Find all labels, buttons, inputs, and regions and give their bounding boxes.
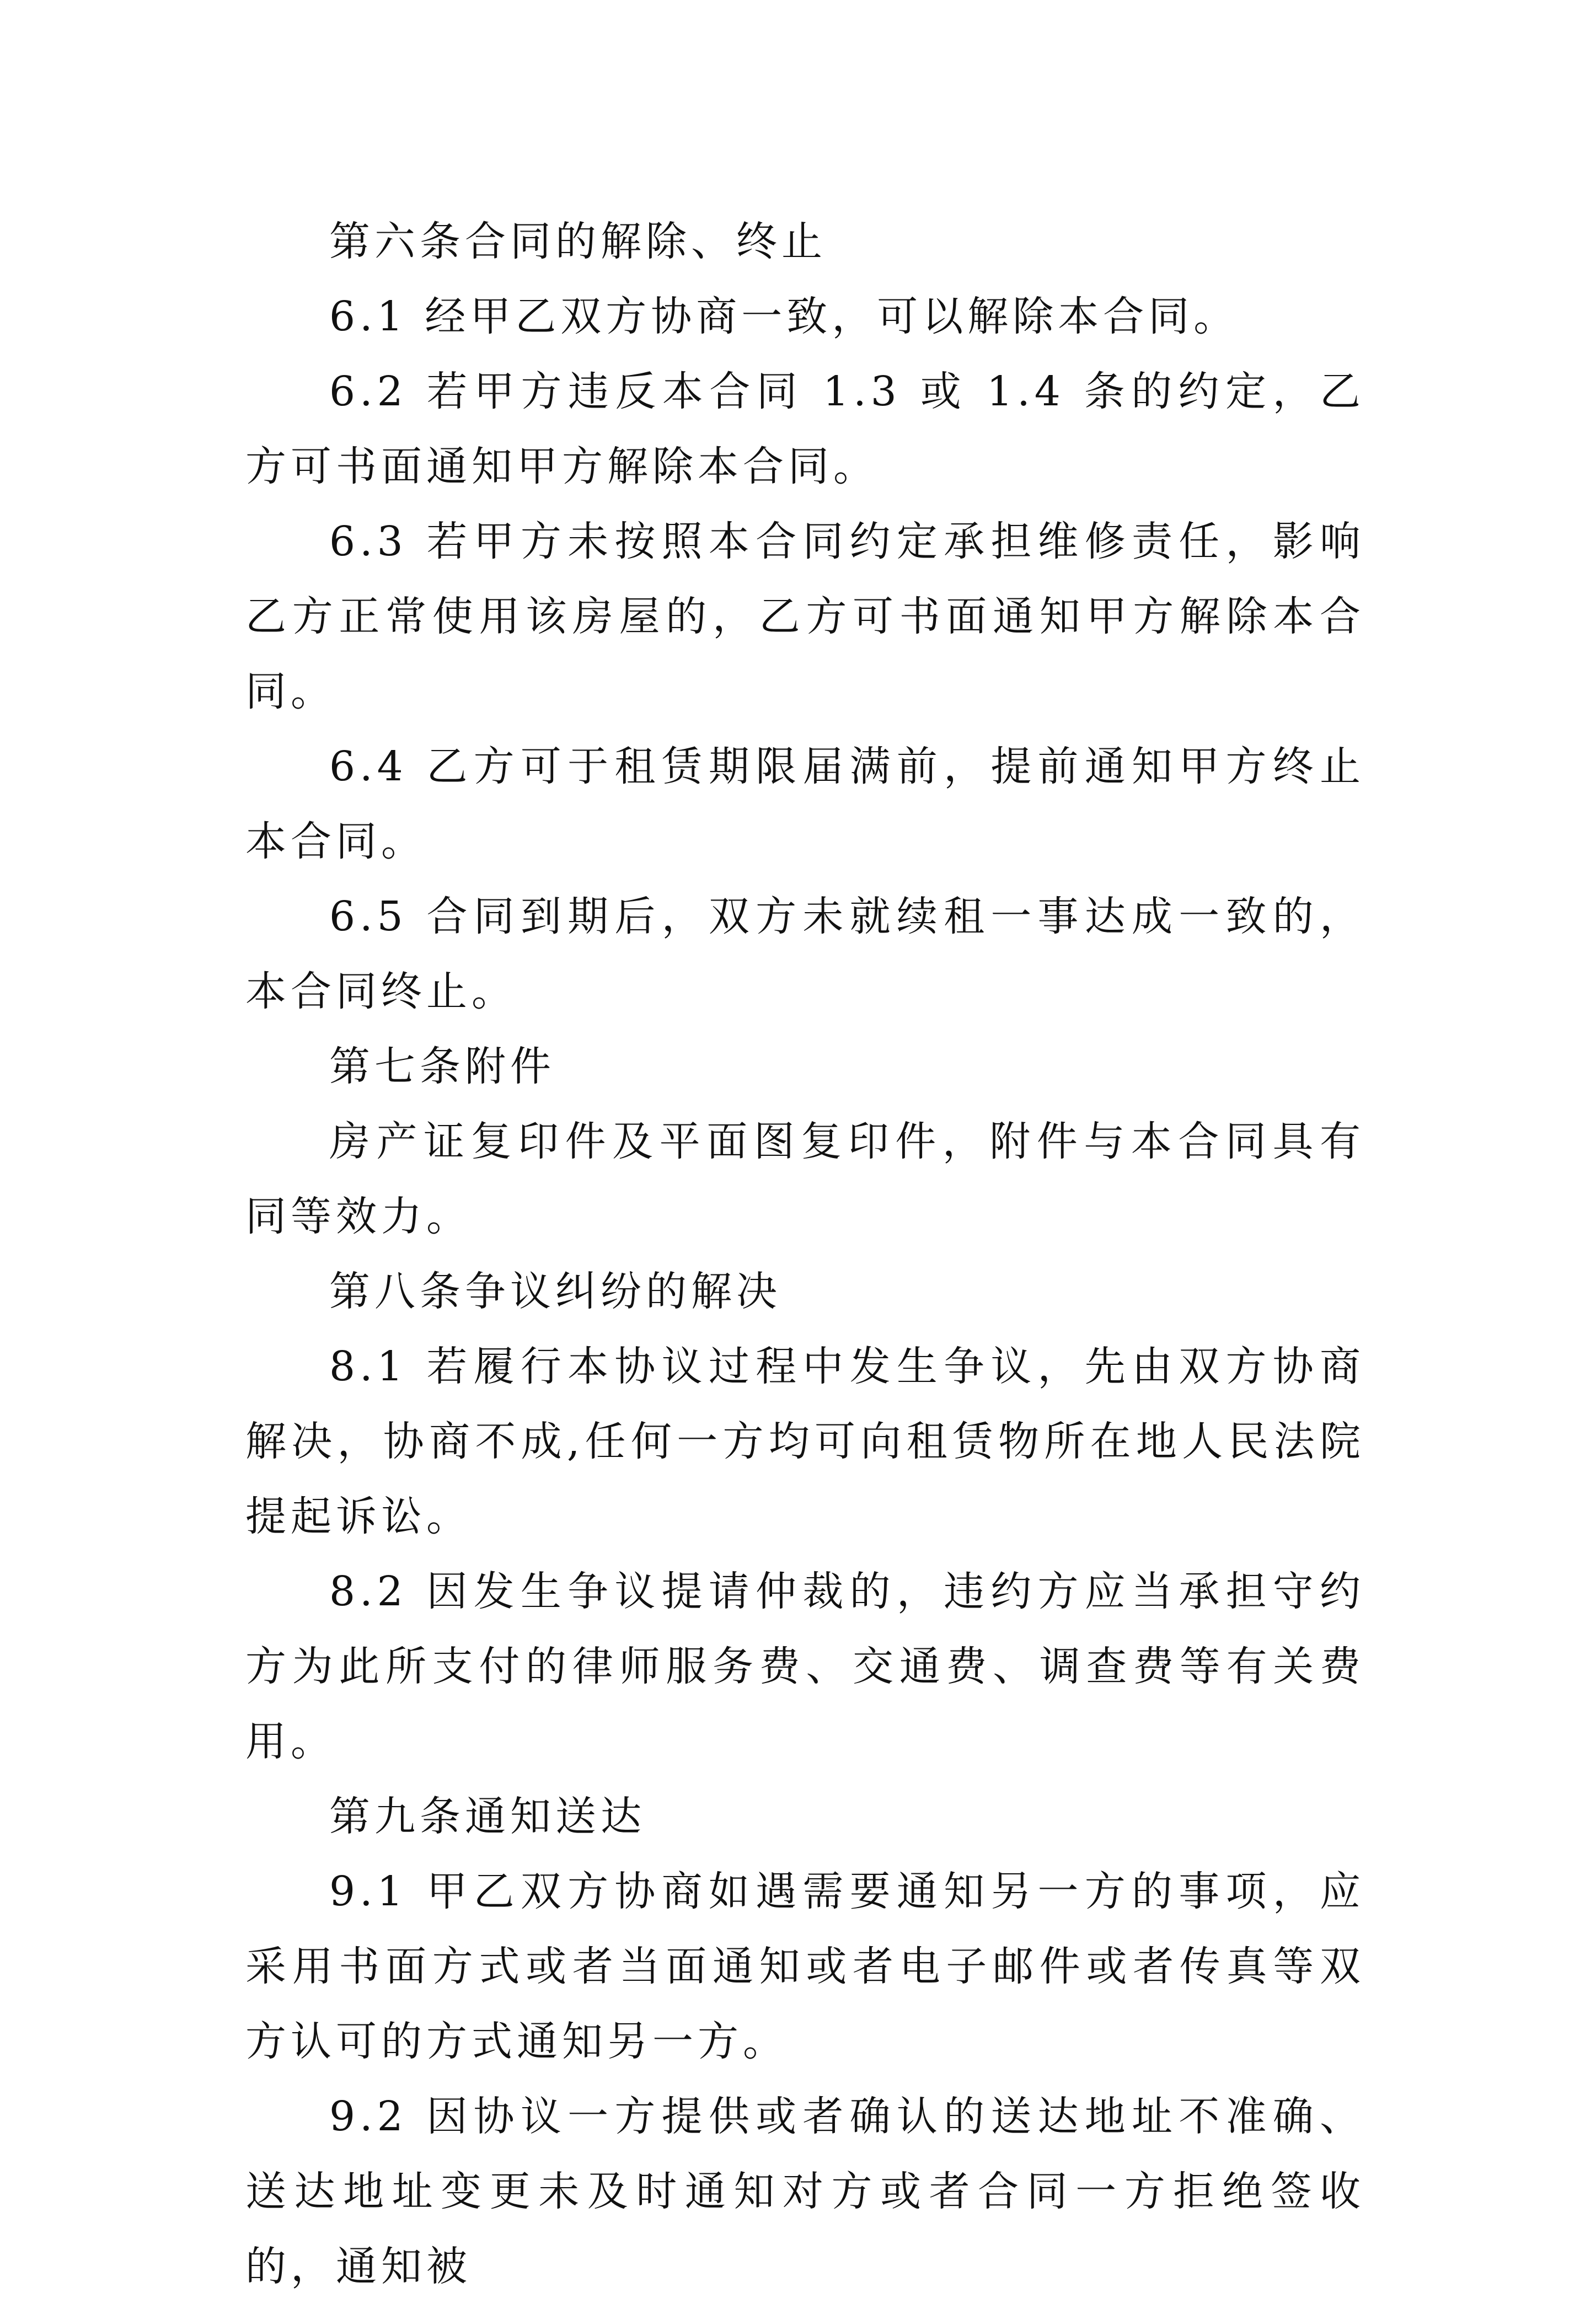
- clause-8-1: 8.1 若履行本协议过程中发生争议，先由双方协商解决，协商不成,任何一方均可向租赁物所在地人民法院提起诉讼。: [245, 1343, 1365, 1540]
- clause-9-1: 9.1 甲乙双方协商如遇需要通知另一方的事项，应采用书面方式或者当面通知或者电子邮件或者传真等双方认可的方式通知另一方。: [245, 1868, 1365, 2065]
- clause-6-1: 6.1 经甲乙双方协商一致，可以解除本合同。: [329, 293, 1239, 340]
- section-8-heading: 第八条争议纠纷的解决: [329, 1268, 781, 1315]
- clause-6-2: 6.2 若甲方违反本合同 1.3 或 1.4 条的约定，乙方可书面通知甲方解除本合同。: [245, 368, 1365, 490]
- section-6-heading: 第六条合同的解除、终止: [329, 218, 827, 265]
- clause-6-5: 6.5 合同到期后，双方未就续租一事达成一致的，本合同终止。: [245, 893, 1365, 1015]
- clause-8-2: 8.2 因发生争议提请仲裁的，违约方应当承担守约方为此所支付的律师服务费、交通费、调查费等有关费用。: [245, 1568, 1365, 1765]
- clause-9-2: 9.2 因协议一方提供或者确认的送达地址不准确、送达地址变更未及时通知对方或者合同一方拒绝签收的，通知被: [245, 2093, 1365, 2290]
- clause-6-4: 6.4 乙方可于租赁期限届满前，提前通知甲方终止本合同。: [245, 743, 1365, 865]
- clause-6-3: 6.3 若甲方未按照本合同约定承担维修责任，影响乙方正常使用该房屋的，乙方可书面通知甲方解除本合同。: [245, 518, 1365, 715]
- section-7-text: 房产证复印件及平面图复印件，附件与本合同具有同等效力。: [245, 1118, 1365, 1240]
- document-body: [245, 204, 1365, 2304]
- section-7-heading: 第七条附件: [329, 1043, 555, 1090]
- section-9-heading: 第九条通知送达: [329, 1793, 646, 1840]
